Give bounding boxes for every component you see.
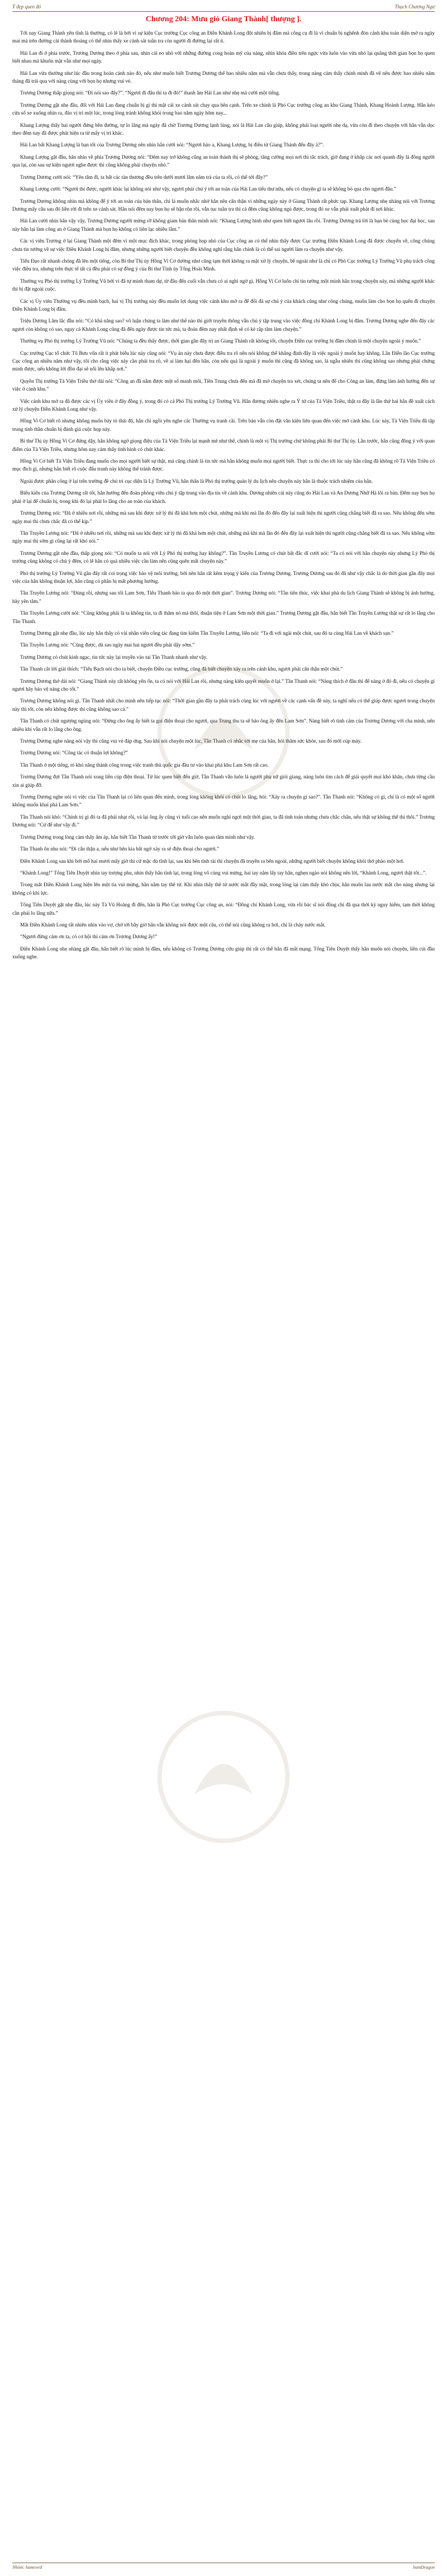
paragraph: Trương Dương nghe nàng nói vậy thì cũng vui vẻ đáp ứng. Sau khi nói chuyện một lúc, Tần Thanh có nhắc tới mẹ của hắn, hỏi thăm sức khỏe, sau đó mới cúp máy. (20, 739, 362, 745)
paragraph: Trương Dương trong lòng cảm thấy ấm áp, hắn biết Tần Thanh từ trước tới giờ vẫn luôn quan tâm mình như vậy. (20, 834, 255, 840)
paragraph: Quyền Thị trưởng Tả Viện Triều thở dài nói: “Công an đã nắm được một số manh mối, Tiền Trung chưa đến mà đã mở chuyện tra xét, chúng ta nên để cho Công an làm, đừng làm ảnh hưởng đến sự việc ở cảnh khu.” (12, 378, 435, 393)
paragraph: Trương Dương gật nhẹ đầu, đối với Hải Lan đang chuẩn bị gì thì mặt cái xe cảnh sát chạy qua bên cạnh. Trên xe chính là Phó Cục trưởng công an khu Giang Thành, Khang Hoành Lượng. Hắn kéo cửa sổ xe xuống nhìn ra, đảo vị trí một lúc, trong lòng tránh không khỏi trong bao năm ngày hôm nay... (12, 102, 435, 117)
paragraph: Phó thị trưởng Lý Trường Vũ gần đây rất coi trọng việc bảo vệ môi trường, bởi nên hắn rất kêm trọng ý kiến của Trương Dương. Trương Dương sau đó đã như vậy chắc là do thời gian gần đây mọi việc của hắn không thuận lợi, hắn cũng có phần bị mất phương hướng. (12, 571, 435, 584)
paragraph: Hải Lan bất Khang Lượng là bạn tốt của Trương Dương nên nhìn hắn cười nói: “Ngươi hảo a, Khang Lượng, bị điều từ Giang Thành đến đây à?”. (20, 142, 324, 149)
paragraph: Bí thư Thị ủy Hồng Vi Cơ đứng dậy, hắn không ngờ giọng điệu của Tả Viện Triều lại mạnh mẽ như thế, chính là một vị Thị trưởng chứ không phải Bí thư Thị ủy. Lần trước, hắn cũng đồng ý với quan điểm của Tả Viện Triều, nhưng hôm nay cảm thấy tình hình có chút khác. (12, 439, 435, 453)
paragraph: Trương Dương nghe nói vì việc của Tần Thanh lại có liên quan đến mình, trong lòng không khỏi có chút lo lắng, hỏi: “Xảy ra chuyện gì sao?”. Tần Thanh nói: “Không có gì, chỉ là có một số người không muốn khai phá Lam Sơn.” (12, 795, 435, 809)
paragraph: “Ngươi đừng cảm ơn ta, có cơ hội thì cảm ơn Trương Dương ấy!” (20, 934, 158, 940)
paragraph: Trương Dương có chút kinh ngạc, tin tức này lại truyền vào tai Tần Thanh nhanh như vậy. (20, 654, 208, 660)
paragraph: Biểu kiến của Trương Dương rất tốt, hắn hướng đến đoàn phóng viên chú ý tập trung vào địa tin về cảnh khu. Dương nhiên cái này cũng do Hải Lan và An Dương Nhữ Hà lôi ra bàn. Đêm nay bọn họ phải ở lại để chuẩn bị, trong khi đó lại phải lo lắng cho an toàn của khách. (12, 491, 435, 505)
paragraph: Trương Dương cười nói: “Yên tâm đi, ta bất các tàn thương đều trên dưới mươi lăm năm trà của ta rồi, có thể tới đây?” (20, 174, 268, 180)
paragraph: “Khánh Long!” Tống Tiên Duyệt nhìn tay trượng phu, nhìn thấy hắn tỉnh lại, trong lòng vô cùng vui mừng, hai tay nắm lấy tay hắn, nghẹn ngào nói không nên lời, “Khánh Long, ngươi thật tốt...”. (20, 870, 427, 876)
paragraph: Trương Dương gật nhẹ đầu, thấp giọng nói: “Có muốn ta nói với Lý Phó thị trưởng hay không?”. Tần Truyền Lương có chút bất đắc dĩ cười nói: “Ta có nói với hắn chuyện này nhưng Lý Phó thị trưởng cũng không có chủ ý đêm, có lẽ hắn có quá nhiều việc cần làm nên cũng quên mất chuyện này.” (12, 550, 435, 565)
paragraph: Trương Dương không nhìn mà không để ý tới an toàn của bản thân, chỉ là muốn nhắc nhở hắn nên cẩn thận vì những ngày này ở Giang Thành rất phức tạp. Khang Lượng nhẹ nhàng nói với Trương Dương mấy câu sau đó liền rời đi trên xe cảnh sát. Hắn nói đêm nay bọn họ sẽ bận rộn rồi, vẫn tục tuần tra thì cả đêm cũng không ngủ được, trong đó xe vẫn phải xuất phát đi nơi khác. (12, 198, 435, 212)
paragraph: Tiểu Đạo rất nhanh chóng đã lên một tiếng, còn Bí thư Thị ủy Hồng Vi Cơ dường như cũng tạm thời không ra mặt xử lý chuyện, bề ngoài như là chỉ có Phó Cục trưởng Lý Trường Vũ phụ trách công việc điều tra, nhưng trên thực tế tất cả đều phải có sự đồng ý của Bí thư Tỉnh ủy Tống Hoài Minh. (12, 258, 435, 273)
paragraph: Tần Truyền Lương nói: “Đúng rồi, nhưng sau tối Lam Sơn, Tiểu Thanh bảo ta qua đó một thời gian”. Trương Dương nói: “Tần tiên thúc, việc khai phá du lịch Giang Thành sẽ không bị ảnh hưởng, hãy yên tâm.” (12, 591, 435, 605)
paragraph: Điền Khánh Long nhẹ nhàng gật đầu, hắn biết rõ lúc mình bị đâm, nếu không có Trương Dương cứu giúp thì rất có thể hắn đã mất mạng. Tống Tiên Duyệt thấy hắn muốn nói chuyện, liền cúi đầu xuống nghe. (12, 946, 435, 961)
header-left: Ý đẹp quen đó (12, 4, 41, 9)
paragraph: Mắt Điền Khánh Long tất nhiên nhìn vào vợ, chờ tới bây giờ hắn vẫn không nói được một câu, có thể nói cũng không ra hơi, chỉ là chảy nước mắt. (20, 922, 326, 928)
paragraph: Các vị Ủy viên Thường vụ đều mình bạch, hai vị Thị trưởng này đều muốn lợi dụng việc cảnh khu mở ra để đối đá sự chú ý của khách cũng như công chúng, muốn làm cho bọn họ quên đi chuyện Điền Khánh Long bị đâm. (12, 298, 435, 312)
paragraph: Trương Dương không nói gì. Tần Thanh nhất cho mình nên tiếp tục nói: “Thời gian gần đây ta phải trách cùng lúc với ngươi về các cạnh vấn đề này, ta nghĩ nếu có thể giúp được ngươi trong chuyện này thì tốt, còn nếu không được thì cũng không sao cả.” (12, 698, 435, 712)
footer-left: Nhóm: hamewrd (12, 2565, 42, 2570)
paragraph: Tống Tiên Duyệt gật nhẹ đầu, lúc này Tả Vũ Hoàng đi đến, hắn là Phó Cục trưởng Cục công an, nói: “Đồng chí Khánh Long, vừa rồi bác sĩ nói đồng chí đã qua thời kỳ nguy hiểm, tạm thời không cần phải lo lắng nữa.” (12, 902, 435, 916)
header-right: Thạch Chương Ngư (394, 4, 435, 9)
paragraph: Tần Thanh nói khó: “Chính trị gì đó ta đã phải nhạt rồi, vả lại ông ấy cũng vì tuổi cao nên muốn nghỉ ngơi một thời gian, ta đã tính toán nhưng chưa chắc chắn, nếu thật sự không thể thì thôi.” Trương Dương nói: “Cứ để như vậy đi.” (12, 814, 435, 829)
paragraph: Hồng Vi Cơ biết Tả Viện Triều đang muốn cho mọi người biết sự thật, mà cũng chính là tin tức mà hắn không muốn mọi người biết. Thực ra thì cho tới lúc này hắn cũng đã không rõ Tả Viện Triều có mục đích gì, nhưng hắn biết rõ cuộc đấu tranh này không thể tránh được. (12, 459, 435, 473)
paragraph: Khang Lượng gật đầu, hắn nhìn về phía Trương Dương nói: “Đêm nay trở không cũng an toàn thành thị sẽ phòng, tăng cường mọi nơi thì tắc trách, giờ đang ở khắp các nơi quanh đây là đông người qua lại, còn sau sự kiện ngươi nghe được thì cũng không phải chuyện nhỏ.” (12, 154, 435, 169)
chapter-title: Chương 204: Mưu gió Giang Thành[ thượng ]. (145, 15, 302, 23)
footer-right: bamDragon (413, 2565, 435, 2570)
paragraph: Tần Thanh ôn nhu nói: “Đi cẩn thận a, nếu như bên kia bất ngờ xảy ra sẽ điện thoại cho ngươi.” (20, 847, 220, 853)
paragraph: Trương Dương gật nhẹ đầu, lúc này hắn thấy có vài nhân viên công tác đang tìm kiếm Tần Truyền Lương, liền nói: “Ta đi với ngài một chút, sau đó ta cùng Hải Lan về khách sạn.” (20, 630, 394, 636)
paragraph: Điền Khánh Long sau khi bởi mổ hai mươi mấy giờ thì cứ mặc dù tĩnh lại, sau khi bên tình tài thì chuyện đã truyền ra bên ngoài, những người biết chuyện không khỏi thở phào một hơi. (20, 858, 405, 864)
paragraph: Khang Lượng cười: “Ngươi thì được, người khác lại không nói như vậy, ngươi phải chú ý tới an toàn của Hải Lan tiểu thư nữa, nếu có chuyện gì ta sẽ không bỏ qua cho ngươi đâu.” (20, 187, 396, 193)
paragraph: Tần Thanh ở một tiếng, tỏ khó năng thành công trong việc tranh thủ quốc gia đầu tư vào khai phá khu Lam Sơn rất cao. (20, 762, 269, 768)
paragraph: Hải Lan vừa thường như lúc đầu trong hoàn cảnh nào đó, nếu như muốn biết Trương Dương thế bao nhiêu năm mà vẫn chưa thấy, trong nàng cảm thấy chính mình đã vẽ nên được bao nhiêu năm tháng đã trải qua với nàng cùng với bọn họ nhưng vui vẻ. (12, 70, 435, 85)
paragraph: Tần Truyền Lương nói: “Đã ở nhiều nơi rồi, những mà sau khi được xử lý thì đã khá hơn một chút, những mà khi mà lần đó đến đây lại xuất hiện thì người cũng chẳng biết đã ra sao. Nếu không sớm ngày mai thì sớm gì cũng lại rất khó nói.” (12, 530, 435, 545)
paragraph: Trương Dương nói: “Công tác có thuận lợi không?” (20, 750, 128, 757)
page-footer (12, 2563, 435, 2573)
paragraph: Các vị viên Trương ở lại Giang Thành một đêm vì một mục đích khác, trong phòng họp nhỏ của Cục công an có thể nhìn thấy được Cục trưởng Điền Khánh Long đã được chuyển về, công chúng chưa tin tưởng về sự việc Điền Khánh Long bị đâm, nhưng những người biết chuyện đều không nghĩ rằng hắn chính là có thể sai người làm ra chuyện như vậy. (12, 239, 435, 253)
paragraph: Thường vụ Phó thị trưởng Lý Trường Vũ nói: “Chúng ta đều thấy được, thời gian gần đây trị an Giang Thành rất không tốt, chuyện Điền cục trưởng bị đâm chính là một chuyện ngoài ý muốn.” (20, 339, 421, 345)
paragraph: Hải Lan đi ở phía trước, Trương Dương theo ở phía sau, nhìn cái eo nhỏ với những đường cong hoàn mỹ của nàng, nhìn khóa điền trên ngực vừa luôn vào vừa nhỏ lại quãng thời gian bọn họ quen biết nhau mà khuôn mặt vẫn như mọi ngày. (12, 50, 435, 65)
paragraph: Trương Dương thở dài nói: “Giang Thành này rất không yên ổn, ta có nói với Hải Lan rồi, nhưng nàng kiên quyết muốn ở lại.” Tần Thanh nói: “Nàng thích ở đâu thì để nàng ở đó đi, nếu có chuyện gì ngươi hãy bảo vệ nàng cho tốt.” (12, 678, 435, 692)
paragraph: Triệu Dương Lâm lắc đầu nói: “Có khả năng sao? vô luận chúng ta làm như thế nào thì giới truyền thông vẫn chú ý tập trung vào việc đồng chí Khánh Long bị đâm. Trương Dương nghe đến đây các ngươi còn không có sao, ngay cả Khánh Long cũng đã đến ngày được tin tức mà, ta đoán đêm nay nhất định sẽ có kẻ rắp tâm làm chuyện.” (12, 319, 435, 332)
paragraph: Tần Thanh cắt lời giải thích: “Tiểu Bạch nói cho ta biết, chuyện Điền cục trưởng, cũng đã biết chuyện xảy ra trên cảnh khu, ngươi phải cẩn thận một chút.” (20, 667, 343, 673)
paragraph: Trương Dương thấp giọng nói: “Đi nói sao đây?”. “Ngươi đi đâu thì ta đi đó!” thanh âm Hải Lan như nhẹ mà cười một tiếng. (20, 91, 280, 97)
paragraph: Thường vụ Phó thị trưởng Lý Trường Vũ bởi vì đã tự mình tham dự, từ đầu đến cuối vẫn chưa có ai nghi ngờ gì, Hồng Vi Cơ luôn chỉ tin tưởng một mình hắn trong chuyện này, mà những người khác thì bị đặt ngoài cuộc. (12, 278, 435, 293)
paragraph: Tần Truyền Lương cười nói: “Cũng không phải là ta không tin, ta đi thăm nó mà thôi, thuận tiện ở Lam Sơn một thời gian.” Trương Dương gật đầu, hắn biết Tần Truyền Lương thật sự rất lo lắng cho Tần Thanh. (12, 611, 435, 625)
paragraph: Trương Dương đợi Tần Thanh nói xong liền cúp điện thoại. Từ lúc quen biết đến giờ, Tần Thanh vẫn luôn là người phụ nữ giỏi giang, nàng luôn tìm cách để giải quyết mọi khó khăn, chưa từng cầu xin ai giúp đỡ. (12, 774, 435, 788)
paragraph: Tần Truyền Lương nói: “Cũng được, dù sao ngày mai hai ngươi đều phải dậy sớm.” (20, 643, 195, 649)
paragraph: Tới nay Giang Thành yên tĩnh là thường, có lẽ là bởi vì sự kiện Cục trưởng Cục công an Điền Khánh Long đột nhiên bị đâm mà công cụ đi là vì chuẩn bị nghênh đón cảnh khu toàn diện mở ra ngày mai mà trên đường cái thành thoảng có thể nhìn thấy xe cảnh sát tuần tra còn người đi đường lại rất ít. (12, 31, 435, 45)
header-divider (12, 11, 435, 12)
page-header (12, 3, 435, 10)
paragraph: Việc cảnh khu mở ra đã được các vị Ủy viên ở đây đồng ý, trong đó có cả Phó Thị trưởng Lý Trường Vũ. Hắn đương nhiên nghe ra Ý tứ của Tả Viện Triều, thật ra đây là lần thứ hai hắn đề xuất cách xử lý chuyện Điền Khánh Long như vậy. (12, 398, 435, 413)
paragraph: Hải Lan cười nhìn hắn vậy vậy, Trương Dương người mừng rỡ không giam bản thân mình nói: “Khang Lượng hình như quen biết ngươi lâu rồi. Trương Dương trả lời là bạn bè cùng học đại học, sau này hắn lại làm công an ở Giang Thành mà bọn họ không có liên lạc nhiều lắm.” (12, 218, 435, 232)
paragraph: Khang Lượng thấy hai người đứng bên đường, tự lo lắng mà ngày đã chờ Trương Dương lạnh lùng, nói là Hải Lan cầu giúp, không phải loại người nhẹ dạ, vừa còn đi theo chuyện với hắn vẫn dọc theo đêm nay đã được phát hiện ra từ mấy vị trí khác. (12, 122, 435, 137)
paragraph: Cục trưởng Cục tổ chức Tô Bưu vốn rất ít phát biểu lúc này cũng nói: “Vụ án này chưa được điều tra rõ nên nói không thể khẳng định đây là việc ngoài ý muốn hay không. Lần Điền lão Cục trưởng Cục công an nhiều năm như vậy, tôi cho rằng việc này cần phải tra rõ, về ai làm hại đến hắn, còn nếu quả là ngoài ý muốn thì cũng đã không sao, là ngẫu nhiên thì cũng không sao nhưng phải chứng minh được, nếu không lời đồn đại sẽ nổi lên khắp nơi.” (12, 350, 435, 373)
paragraph: Ngoài được phân công ở lại trên trường đề chủ trì cục diện là Lý Trường Vũ, hẳn thân là Phó thị trưởng quản lý du lịch nên chuyện này hẳn là thuộc trách nhiệm của hắn. (20, 478, 373, 484)
paragraph: Tần Thanh có chút ngượng ngùng nói: “Đừng cho ông ấy biết ta gọi điện thoại cho ngươi, qua Trung thu ta sẽ bảo ông ấy đến Lam Sơn”. Nàng biết rõ tình cảm của Trương Dương với cha mình, nên nhiều khi vẫn rất lo lắng cho ông. (12, 719, 435, 733)
paragraph: Trong mắt Điền Khánh Long hiện lên một tia vui mừng, hắn nắm tay thê tử. Khi nhìn thấy thê tử nước mắt đầy mặt, trong lòng lại cảm thấy khó chịu, hắn muốn lau nước mắt cho nàng nhưng lại không có khí lực. (12, 882, 435, 896)
paragraph: Trương Dương nói: “Đã ở nhiều nơi rồi, những mà sau khi được xử lý thì đã khá hơn một chút, những mà khi mà lần đó đến đây lại xuất hiện thì người cũng chẳng biết đã ra sao. Nếu không đến sớm ngày mai thì chưa chắc đã có thể kịp.” (12, 511, 435, 525)
paragraph: Hồng Vi Cơ biết rõ nhưng không muốn bày tỏ thái độ, hắn chỉ ngồi yên nghe các Thường vụ tranh cãi. Trên bàn vẫn còn đặt văn kiện liên quan đến việc mở cảnh khu. Lúc này, Tả Viện Triều đã tập trung tinh thần chuẩn bị đánh giá cuộc họp này. (12, 419, 435, 432)
chapter-body (12, 30, 435, 962)
